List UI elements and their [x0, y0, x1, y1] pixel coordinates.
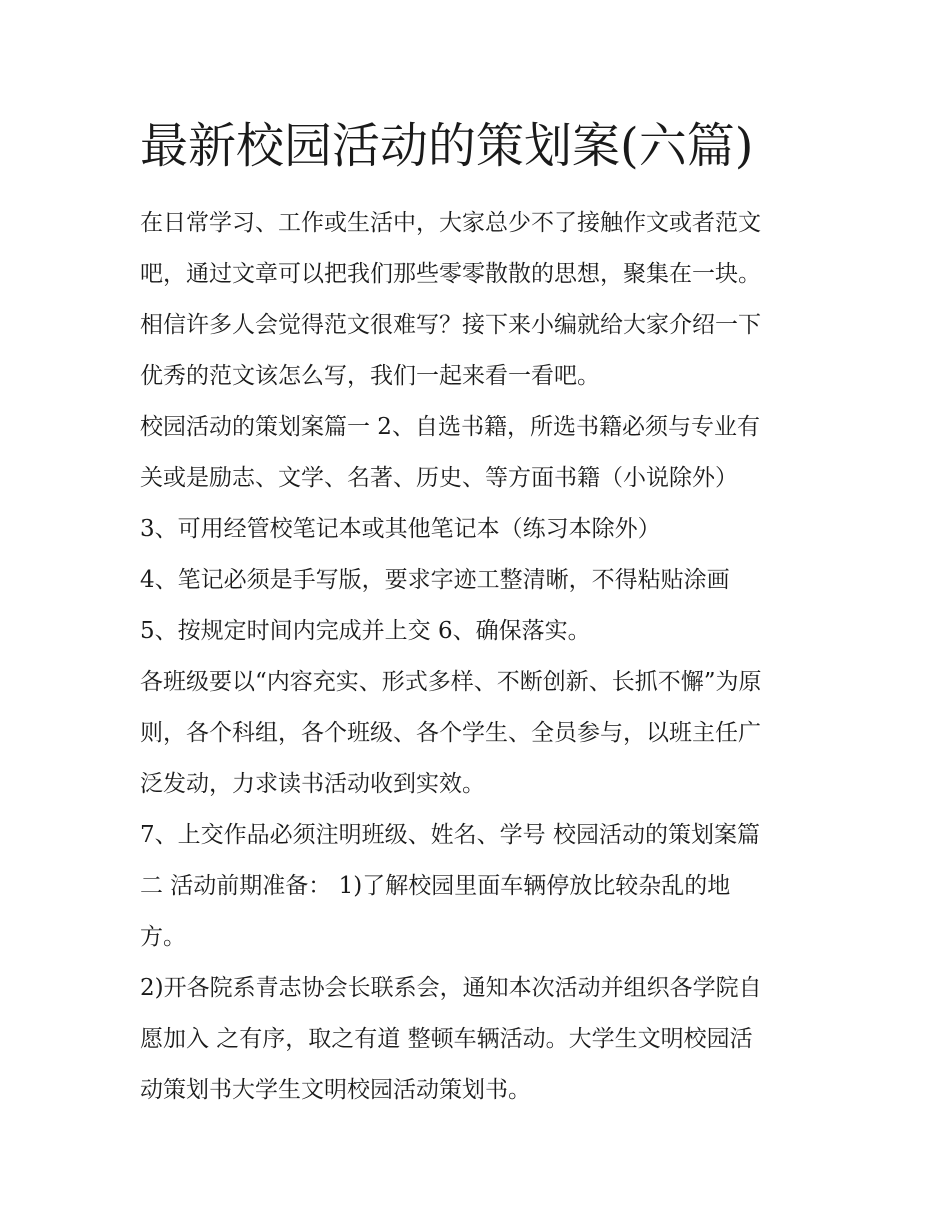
body-line: 5、按规定时间内完成并上交 6、确保落实。	[140, 618, 591, 644]
body-line: 则，各个科组，各个班级、各个学生、全员参与，以班主任广	[140, 720, 761, 746]
body-line: 动策划书大学生文明校园活动策划书。	[140, 1077, 531, 1103]
body-line: 泛发动，力求读书活动收到实效。	[140, 771, 485, 797]
document-title: 最新校园活动的策划案(六篇)	[140, 118, 754, 174]
body-line: 相信许多人会觉得范文很难写？接下来小编就给大家介绍一下	[140, 312, 761, 338]
body-line: 吧，通过文章可以把我们那些零零散散的思想，聚集在一块。	[140, 261, 761, 287]
body-line: 各班级要以“内容充实、形式多样、不断创新、长抓不懈”为原	[140, 669, 762, 695]
body-line: 3、可用经管校笔记本或其他笔记本（练习本除外）	[140, 516, 661, 542]
body-line: 优秀的范文该怎么写，我们一起来看一看吧。	[140, 363, 600, 389]
body-line: 2)开各院系青志协会长联系会，通知本次活动并组织各学院自	[140, 975, 762, 1001]
document-body	[140, 198, 830, 1116]
body-line: 二 活动前期准备： 1)了解校园里面车辆停放比较杂乱的地	[140, 873, 731, 899]
body-line: 方。	[140, 924, 186, 950]
body-line: 愿加入 之有序，取之有道 整顿车辆活动。大学生文明校园活	[140, 1026, 753, 1052]
body-line: 4、笔记必须是手写版，要求字迹工整清晰，不得粘贴涂画	[140, 567, 730, 593]
body-line: 校园活动的策划案篇一 2、自选书籍，所选书籍必须与专业有	[140, 414, 760, 440]
body-line: 关或是励志、文学、名著、历史、等方面书籍（小说除外）	[140, 465, 738, 491]
body-line: 7、上交作品必须注明班级、姓名、学号 校园活动的策划案篇	[140, 822, 760, 848]
body-line: 在日常学习、工作或生活中，大家总少不了接触作文或者范文	[140, 210, 761, 236]
